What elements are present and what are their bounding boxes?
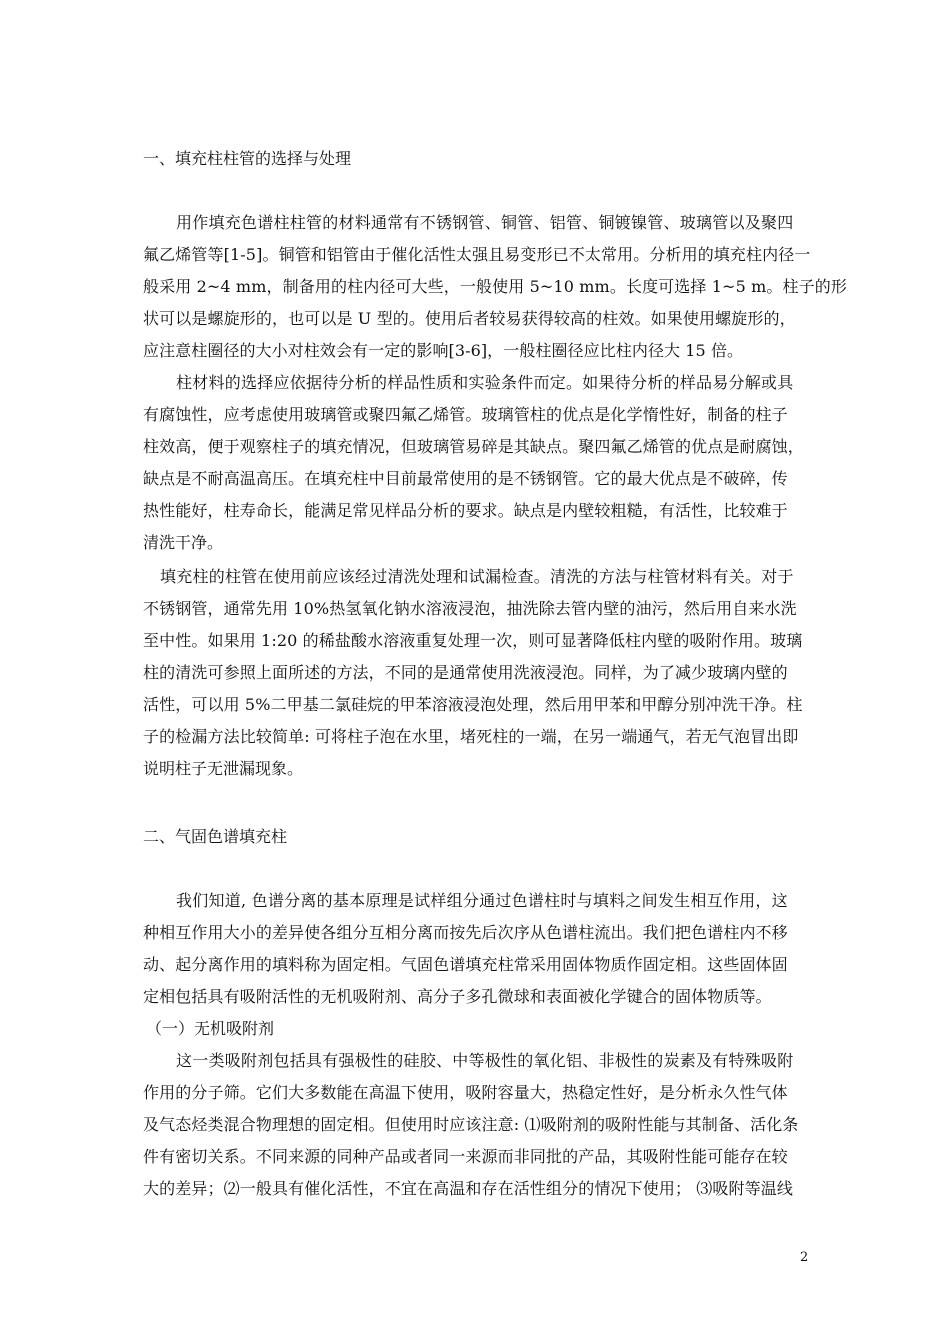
section-heading-1: 一、填充柱柱管的选择与处理 bbox=[143, 149, 352, 168]
paragraph-line: 状可以是螺旋形的，也可以是 U 型的。使用后者较易获得较高的柱效。如果使用螺旋形的， bbox=[143, 309, 796, 328]
paragraph-line: 用作填充色谱柱柱管的材料通常有不锈钢管、铜管、铝管、铜镀镍管、玻璃管以及聚四 bbox=[176, 213, 794, 232]
paragraph-line: 作用的分子筛。它们大多数能在高温下使用，吸附容量大，热稳定性好，是分析永久性气体 bbox=[143, 1083, 788, 1102]
paragraph-line: 我们知道, 色谱分离的基本原理是试样组分通过色谱柱时与填料之间发生相互作用，这 bbox=[176, 891, 788, 910]
paragraph-line: 柱的清洗可参照上面所述的方法，不同的是通常使用洗液浸泡。同样，为了减少玻璃内壁的 bbox=[143, 663, 788, 682]
page-number: 2 bbox=[800, 1250, 809, 1265]
paragraph-line: 及气态烃类混合物理想的固定相。但使用时应该注意: ⑴吸附剂的吸附性能与其制备、活化条 bbox=[143, 1115, 799, 1134]
subsection-heading: （一）无机吸附剂 bbox=[146, 1019, 275, 1038]
paragraph-line: 热性能好，柱寿命长，能满足常见样品分析的要求。缺点是内壁较粗糙，有活性，比较难于 bbox=[143, 501, 788, 520]
paragraph-line: 定相包括具有吸附活性的无机吸附剂、高分子多孔微球和表面被化学键合的固体物质等。 bbox=[143, 987, 772, 1006]
paragraph-line: 活性，可以用 5%二甲基二氯硅烷的甲苯溶液浸泡处理，然后用甲苯和甲醇分别冲洗干净。柱 bbox=[143, 695, 803, 714]
paragraph-line: 不锈钢管，通常先用 10%热氢氧化钠水溶液浸泡，抽洗除去管内壁的油污，然后用自来水洗 bbox=[143, 599, 797, 618]
paragraph-line: 氟乙烯管等[1-5]。铜管和铝管由于催化活性太强且易变形已不太常用。分析用的填充柱内径一 bbox=[143, 245, 811, 264]
paragraph-line: 这一类吸附剂包括具有强极性的硅胶、中等极性的氧化铝、非极性的炭素及有特殊吸附 bbox=[176, 1051, 794, 1070]
paragraph-line: 应注意柱圈径的大小对柱效会有一定的影响[3-6]，一般柱圈径应比柱内径大 15 倍。 bbox=[143, 341, 744, 360]
paragraph-line: 大的差异；⑵一般具有催化活性，不宜在高温和存在活性组分的情况下使用； ⑶吸附等温线 bbox=[143, 1179, 794, 1198]
paragraph-line: 动、起分离作用的填料称为固定相。气固色谱填充柱常采用固体物质作固定相。这些固体固 bbox=[143, 955, 788, 974]
paragraph-line: 填充柱的柱管在使用前应该经过清洗处理和试漏检查。清洗的方法与柱管材料有关。对于 bbox=[160, 567, 794, 586]
paragraph-line: 说明柱子无泄漏现象。 bbox=[143, 759, 304, 778]
paragraph-line: 种相互作用大小的差异使各组分互相分离而按先后次序从色谱柱流出。我们把色谱柱内不移 bbox=[143, 923, 788, 942]
section-heading-2: 二、气固色谱填充柱 bbox=[143, 827, 288, 846]
paragraph-line: 缺点是不耐高温高压。在填充柱中目前最常使用的是不锈钢管。它的最大优点是不破碎，传 bbox=[143, 469, 788, 488]
paragraph-line: 清洗干净。 bbox=[143, 533, 224, 552]
paragraph-line: 般采用 2~4 mm，制备用的柱内径可大些，一般使用 5~10 mm。长度可选择 1~5 m。柱子的形 bbox=[143, 277, 847, 296]
paragraph-line: 至中性。如果用 1:20 的稀盐酸水溶液重复处理一次，则可显著降低柱内壁的吸附作用。玻璃 bbox=[143, 631, 803, 650]
paragraph-line: 柱效高，便于观察柱子的填充情况，但玻璃管易碎是其缺点。聚四氟乙烯管的优点是耐腐蚀， bbox=[143, 437, 804, 456]
paragraph-line: 子的检漏方法比较简单: 可将柱子泡在水里，堵死柱的一端，在另一端通气，若无气泡冒出即 bbox=[143, 727, 799, 746]
paragraph-line: 柱材料的选择应依据待分析的样品性质和实验条件而定。如果待分析的样品易分解或具 bbox=[176, 373, 794, 392]
paragraph-line: 件有密切关系。不同来源的同种产品或者同一来源而非同批的产品，其吸附性能可能存在较 bbox=[143, 1147, 788, 1166]
paragraph-line: 有腐蚀性，应考虑使用玻璃管或聚四氟乙烯管。玻璃管柱的优点是化学惰性好，制备的柱子 bbox=[143, 405, 788, 424]
